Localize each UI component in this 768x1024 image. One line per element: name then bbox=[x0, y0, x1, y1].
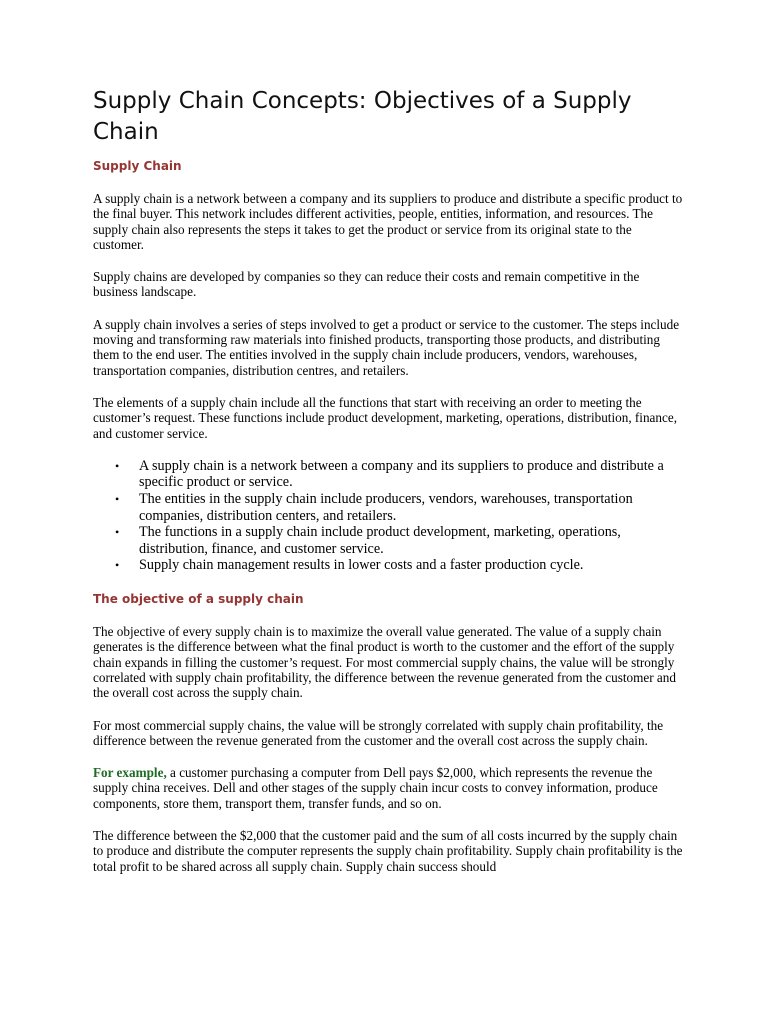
document-page bbox=[93, 86, 683, 891]
bullet-icon: • bbox=[115, 492, 120, 507]
list-item-text: A supply chain is a network between a company and its suppliers to produce and distribute a specific product or service. bbox=[139, 457, 664, 491]
list-item-text: Supply chain management results in lower costs and a faster production cycle. bbox=[139, 557, 584, 574]
paragraph: A supply chain is a network between a company and its suppliers to produce and distribute a specific product to the final buyer. This network includes different activities, people, entities, information, and resources. The supply chain also represents the steps it takes to get the product or service from its original state to the customer. bbox=[93, 191, 683, 252]
paragraph: The elements of a supply chain include all the functions that start with receiving an order to meeting the customer’s request. These functions include product development, marketing, operations, distribution, finance, and customer service. bbox=[93, 394, 678, 441]
bullet-icon: • bbox=[115, 525, 120, 540]
list-item bbox=[115, 557, 683, 574]
paragraph: Supply chains are developed by companies so they can reduce their costs and remain competitive in the business landscape. bbox=[93, 269, 640, 300]
example-lead: For example, bbox=[93, 765, 167, 781]
example-paragraph bbox=[93, 765, 683, 811]
page-title: Supply Chain Concepts: Objectives of a Supply Chain bbox=[93, 88, 632, 145]
bullet-list bbox=[93, 458, 683, 574]
paragraph: The objective of every supply chain is to maximize the overall value generated. The value of a supply chain generates is the difference between what the final product is worth to the customer and the effort of the supply chain expands in filling the customer’s request. For most commercial supply chains, the value will be strongly correlated with supply chain profitability, the difference between the revenue generated from the customer and the overall cost across the supply chain. bbox=[93, 624, 676, 701]
list-item-text: The functions in a supply chain include product development, marketing, operations, distribution, finance, and customer service. bbox=[139, 524, 621, 557]
list-item bbox=[115, 491, 683, 524]
paragraph: A supply chain involves a series of steps involved to get a product or service to the customer. The steps include moving and transforming raw materials into finished products, transporting those products, and distributing them to the end user. The entities involved in the supply chain include producers, vendors, warehouses, transportation companies, distribution centres, and retailers. bbox=[93, 316, 680, 378]
bullet-icon: • bbox=[115, 558, 120, 573]
section-heading-supply-chain: Supply Chain bbox=[93, 159, 182, 173]
paragraph: For most commercial supply chains, the value will be strongly correlated with supply chain profitability, the difference between the revenue generated from the customer and the overall cost across the supply chain. bbox=[93, 717, 664, 748]
list-item bbox=[115, 524, 683, 557]
list-item bbox=[115, 458, 683, 491]
section-heading-objective: The objective of a supply chain bbox=[93, 592, 304, 607]
bullet-icon: • bbox=[115, 458, 120, 473]
list-item-text: The entities in the supply chain include producers, vendors, warehouses, transportation companies, distribution centers, and retailers. bbox=[139, 491, 633, 524]
paragraph: The difference between the $2,000 that the customer paid and the sum of all costs incurred by the supply chain to produce and distribute the computer represents the supply chain profitability. Supply chain profitability is the total profit to be shared across all supply chain. Supply chain success should bbox=[93, 827, 683, 874]
example-text: a customer purchasing a computer from Dell pays $2,000, which represents the revenue the supply china receives. Dell and other stages of the supply chain incur costs to convey information, produce components, store them, transport them, transfer funds, and so on. bbox=[93, 765, 658, 811]
